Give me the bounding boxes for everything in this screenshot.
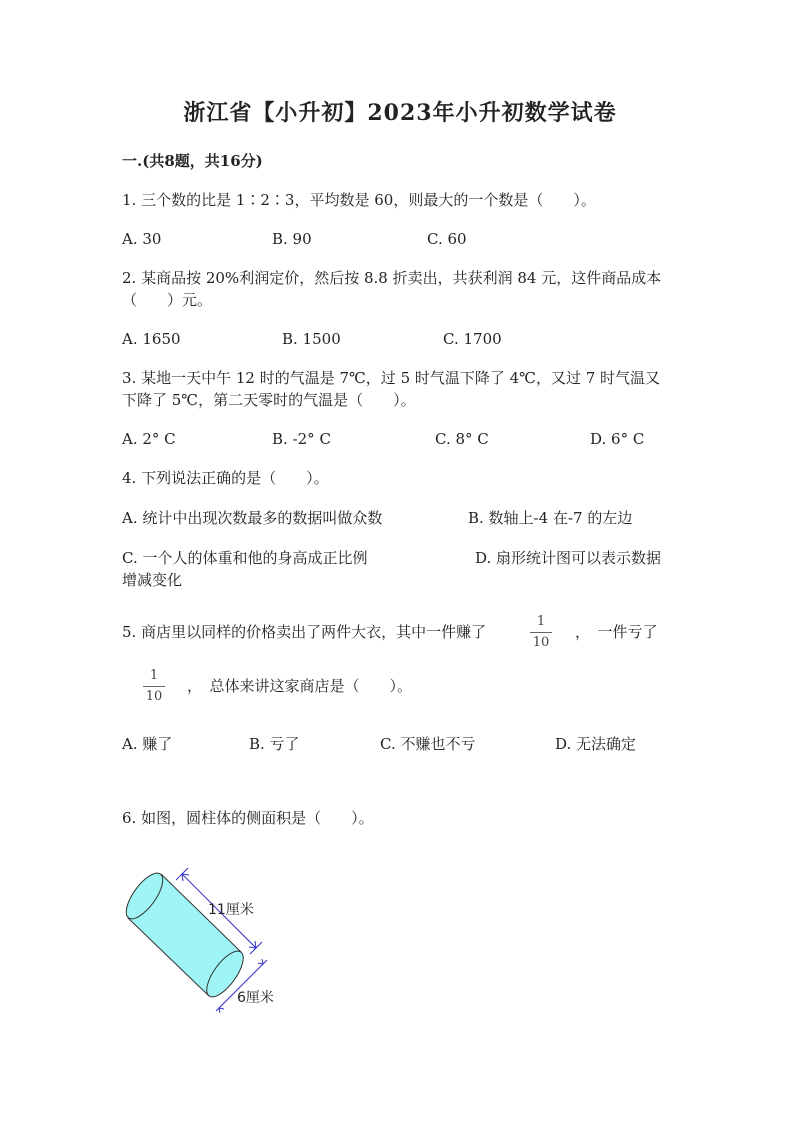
cylinder-figure <box>115 860 315 1030</box>
question-4-option-b: B. 数轴上-4 在-7 的左边 <box>468 509 633 527</box>
question-2-stem-line1: 2. 某商品按 20%利润定价，然后按 8.8 折卖出，共获利润 84 元，这件商品成本 <box>122 269 662 287</box>
question-1-option-c: C. 60 <box>427 230 467 248</box>
section-header: 一.(共8题，共16分) <box>122 152 263 170</box>
fraction-1-bar <box>530 632 552 633</box>
fraction-1-denominator: 10 <box>532 635 550 650</box>
question-4-stem: 4. 下列说法正确的是（ ）。 <box>122 469 329 487</box>
question-5-stem-part2: ， 一件亏了 <box>575 623 658 641</box>
diameter-arrow-bottom <box>219 1008 224 1013</box>
question-4-option-d-cont: 增减变化 <box>122 571 183 589</box>
question-5-stem-part1: 5. 商店里以同样的价格卖出了两件大衣，其中一件赚了 <box>122 623 487 641</box>
question-2-option-c: C. 1700 <box>443 330 502 348</box>
question-3-option-b: B. -2° C <box>272 430 331 448</box>
question-5-option-c: C. 不赚也不亏 <box>380 735 476 753</box>
question-3-option-a: A. 2° C <box>122 430 176 448</box>
question-1-option-a: A. 30 <box>122 230 162 248</box>
question-4-option-d: D. 扇形统计图可以表示数据 <box>475 549 662 567</box>
question-3-stem-line1: 3. 某地一天中午 12 时的气温是 7℃，过 5 时气温下降了 4℃，又过 7 时气温又 <box>122 369 661 387</box>
diameter-arrow-top <box>258 959 263 964</box>
page-title: 浙江省【小升初】2023年小升初数学试卷 <box>183 100 617 126</box>
question-1-stem: 1. 三个数的比是 1∶2∶3，平均数是 60，则最大的一个数是（ ）。 <box>122 191 596 209</box>
question-4-option-c: C. 一个人的体重和他的身高成正比例 <box>122 549 368 567</box>
question-5-option-b: B. 亏了 <box>249 735 300 753</box>
diameter-label: 6厘米 <box>237 990 274 1006</box>
question-5-option-a: A. 赚了 <box>122 735 173 753</box>
question-2-option-a: A. 1650 <box>122 330 181 348</box>
question-4-option-a: A. 统计中出现次数最多的数据叫做众数 <box>122 509 383 527</box>
fraction-2-denominator: 10 <box>145 689 163 704</box>
fraction-2 <box>143 668 165 705</box>
question-5-stem-part3: ， 总体来讲这家商店是（ ）。 <box>187 677 413 695</box>
fraction-2-bar <box>143 686 165 687</box>
question-3-option-c: C. 8° C <box>435 430 489 448</box>
question-5-option-d: D. 无法确定 <box>555 735 637 753</box>
question-1-option-b: B. 90 <box>272 230 312 248</box>
fraction-1-numerator: 1 <box>536 614 546 629</box>
question-6-stem: 6. 如图，圆柱体的侧面积是（ ）。 <box>122 809 374 827</box>
question-3-option-d: D. 6° C <box>590 430 645 448</box>
question-2-option-b: B. 1500 <box>282 330 341 348</box>
length-label: 11厘米 <box>208 902 254 918</box>
question-2-stem-line2: （ ）元。 <box>122 291 213 309</box>
question-3-stem-line2: 下降了 5℃，第二天零时的气温是（ ）。 <box>122 391 416 409</box>
fraction-2-numerator: 1 <box>149 668 159 683</box>
fraction-1 <box>530 614 552 651</box>
